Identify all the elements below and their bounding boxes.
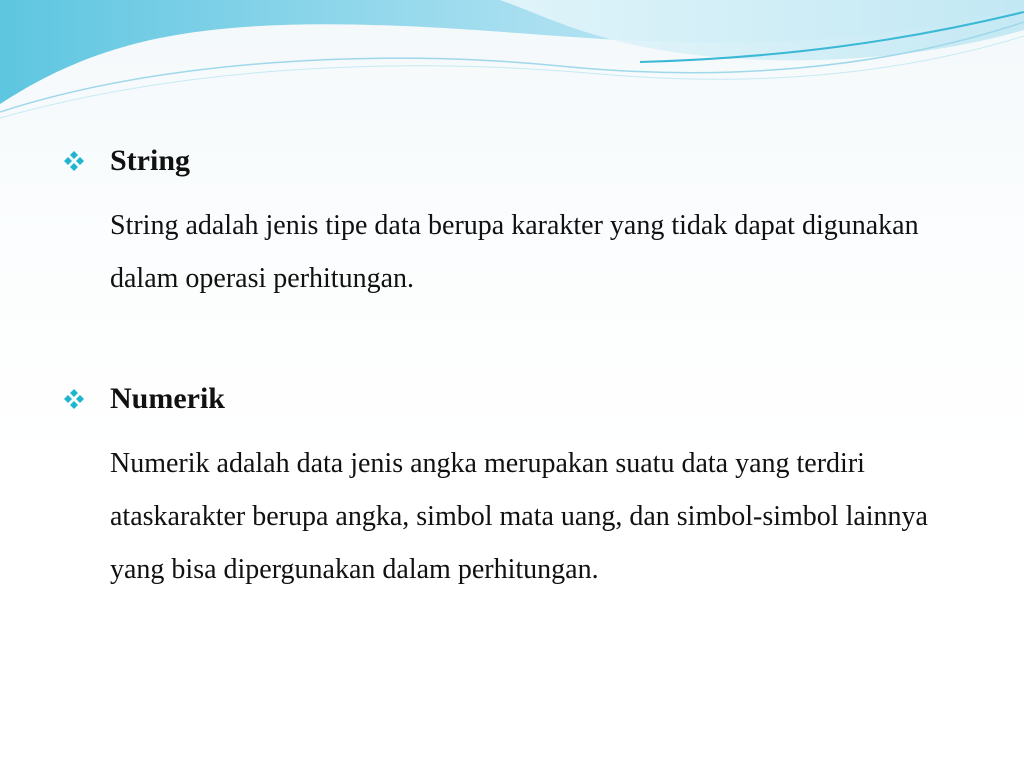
bullet-item-numerik	[62, 379, 962, 596]
bullet-body-text: String adalah jenis tipe data berupa karakter yang tidak dapat digunakan dalam operasi perhitungan.	[110, 210, 919, 294]
bullet-item-string	[62, 141, 962, 305]
wave-header-decoration	[0, 0, 1024, 125]
bullet-body-text: Numerik adalah data jenis angka merupakan suatu data yang terdiri ataskarakter berupa angka, simbol mata uang, dan simbol-simbol lainnya yang bisa dipergunakan dalam perhitungan.	[110, 448, 928, 585]
four-diamond-bullet-icon	[62, 149, 86, 173]
bullet-title: Numerik	[110, 382, 225, 415]
bullet-heading-row	[62, 141, 962, 181]
bullet-heading-row	[62, 379, 962, 419]
bullet-title: String	[110, 144, 191, 177]
four-diamond-bullet-icon	[62, 387, 86, 411]
